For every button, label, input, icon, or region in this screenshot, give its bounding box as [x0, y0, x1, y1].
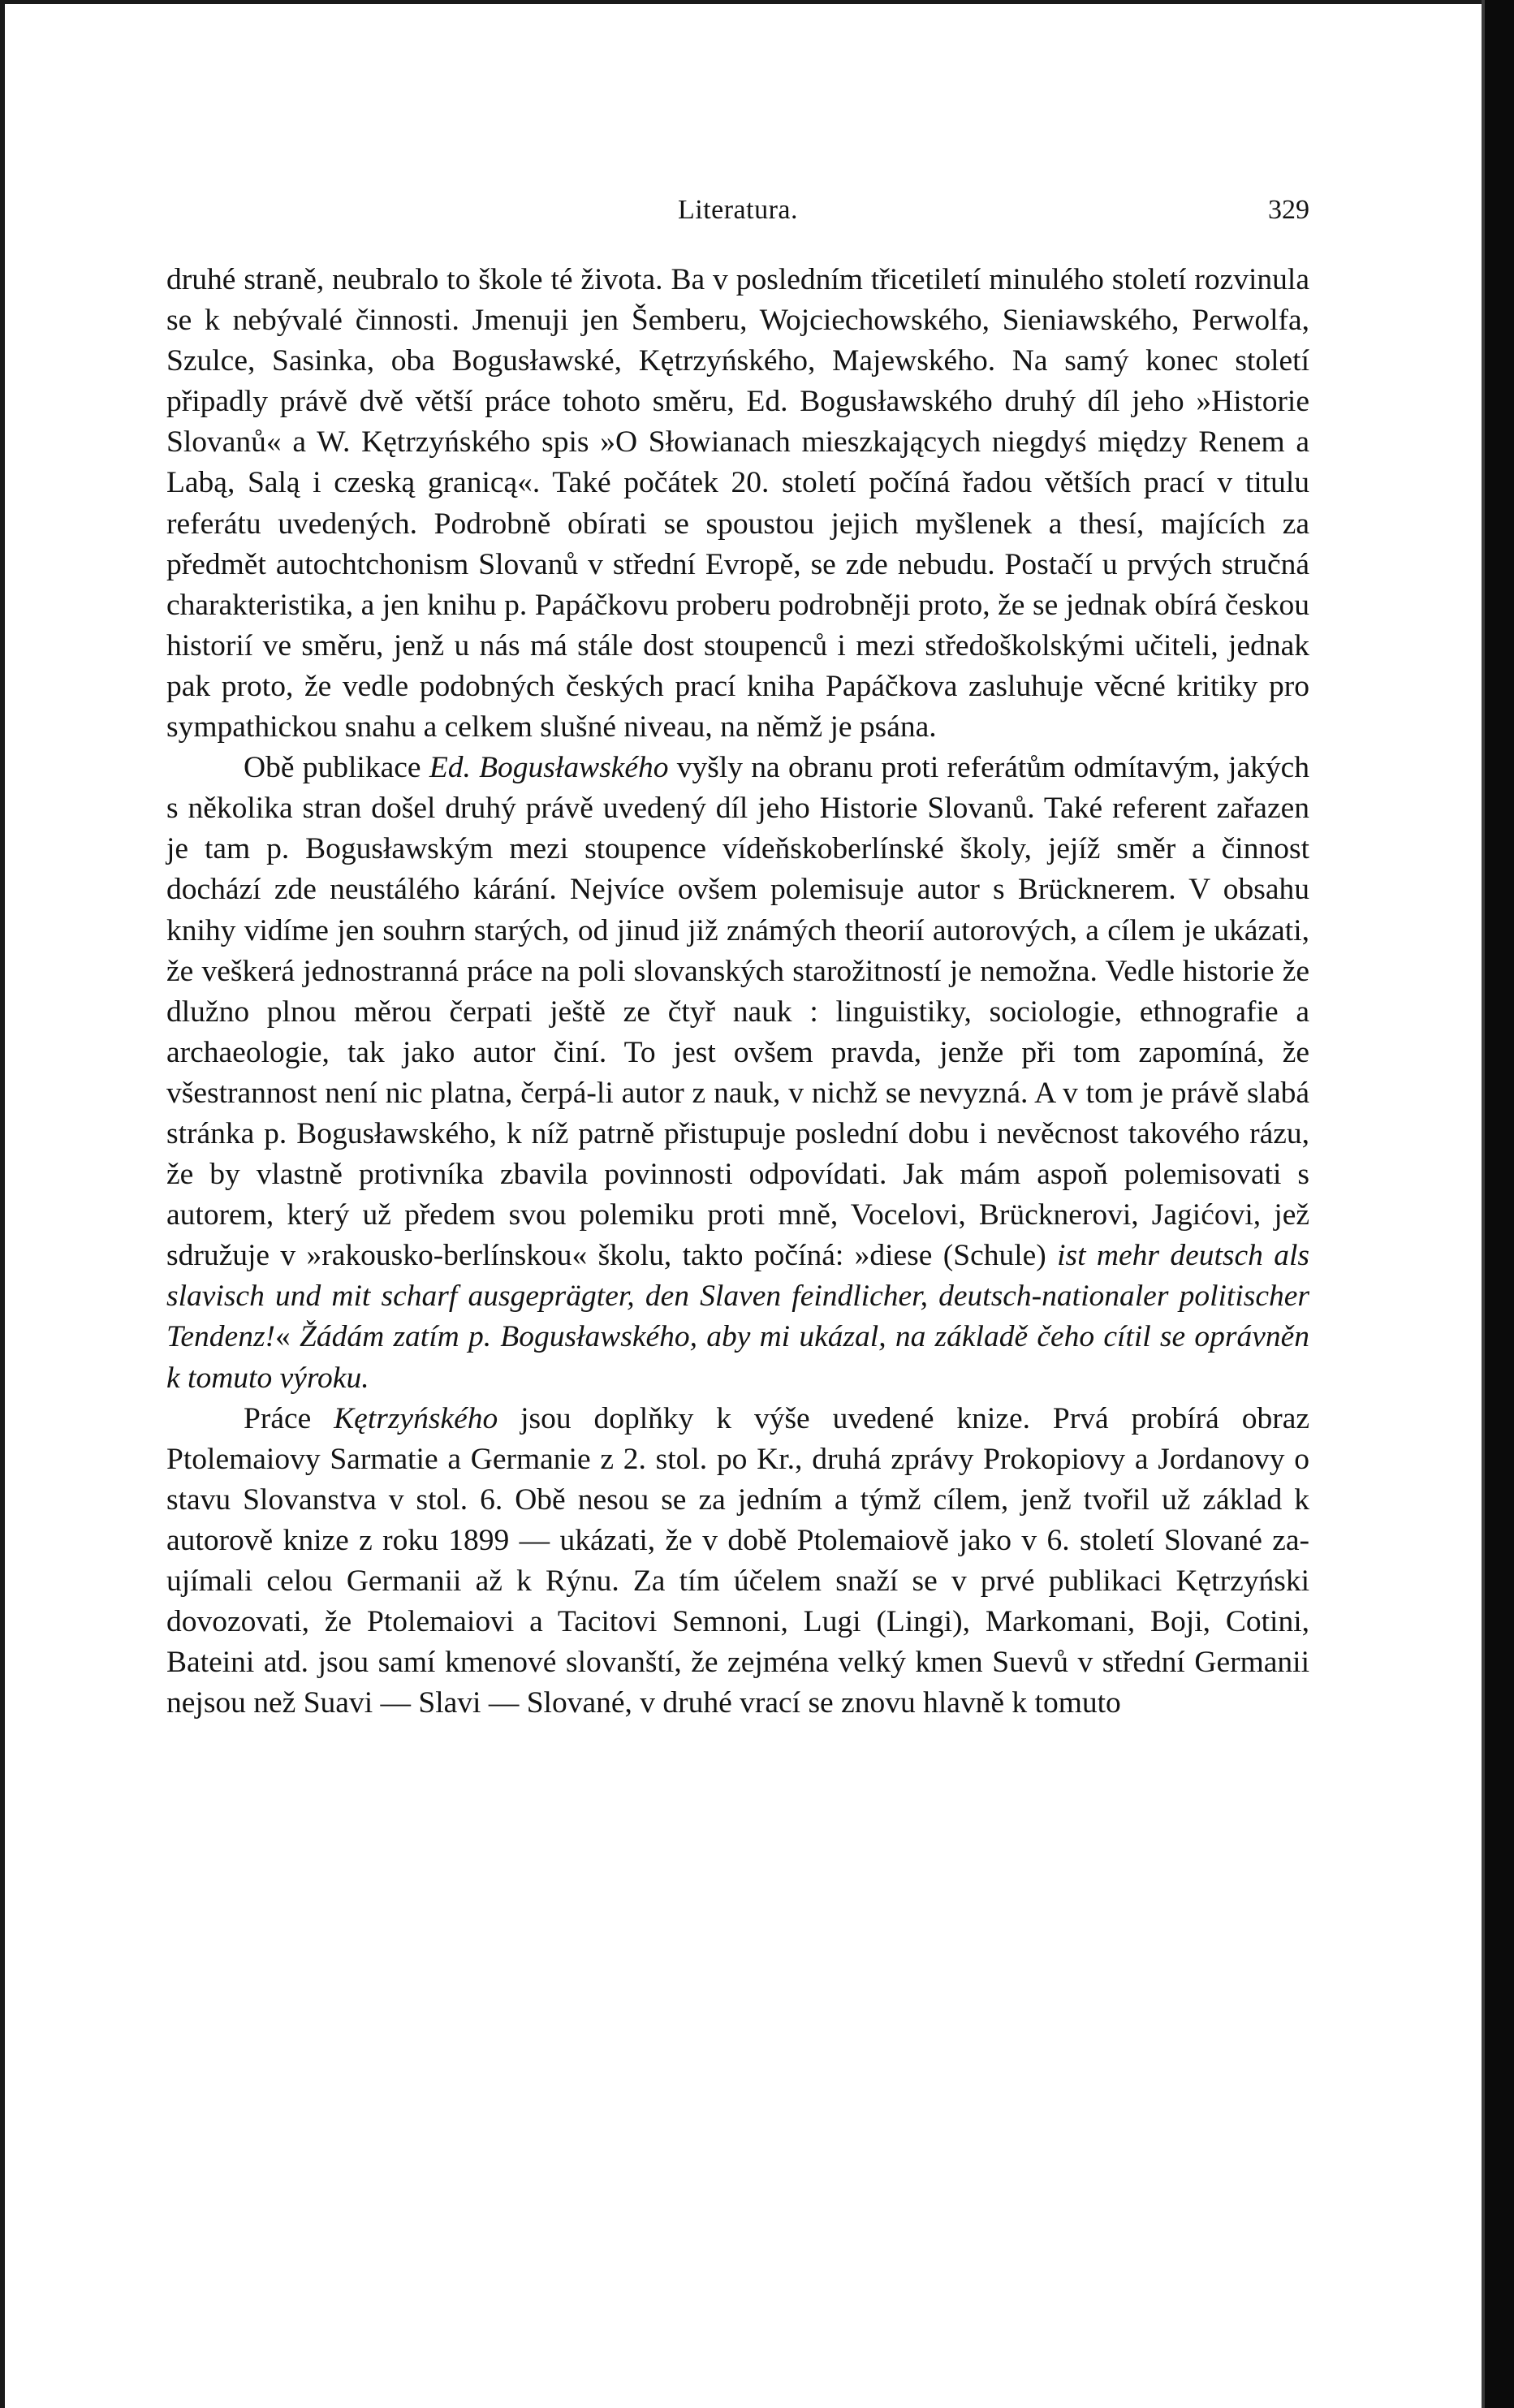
italic-text-run: Ed. Bogusławského [429, 751, 669, 785]
text-run: Práce [244, 1401, 334, 1435]
text-run: vyšly na obranu proti referátům odmítavým, jakých s několika stran došel druhý právě uvedený díl jeho Historie Slovanů. Také referent zařazen je tam p. Bogusławským mezi stoupence vídeňskoberlínské školy, jejíž směr a činnost dochází zde neustálého kárání. Nejvíce ovšem polemisuje autor s Brücknerem. V obsahu knihy vidíme jen souhrn starých, od jinud již známých theorií autorových, a cílem je ukázati, že veškerá jednostranná práce na poli slovanských starožitností je nemožna. Vedle historie že dlužno plnou měrou čerpati ještě ze čtyř nauk : linguistiky, sociologie, ethnografie a archaeologie, tak jako autor činí. To jest ovšem pravda, jenže při tom zapomíná, že všestrannost není nic platna, čerpá-li autor z nauk, v nichž se nevyzná. A v tom je právě slabá stránka p. Bogusławského, k níž patrně přistupuje poslední dobu i nevěcnost takového rázu, že by vlastně protivníka zbavila povinnosti odpovídati. Jak mám aspoň polemisovati s autorem, který už předem svou polemiku proti mně, Vocelovi, Brücknerovi, Jagićovi, jež sdružuje v »rakousko-berlínskou« školu, takto počíná: »diese (Schule) [166, 751, 1309, 1273]
page-number: 329 [1268, 195, 1309, 225]
italic-text-run: ist mehr deutsch als slavisch und mit scharf ausgeprägter, den Slaven feindlicher, deutsch-nationaler politischer Tendenz! [166, 1239, 1309, 1354]
scan-border-top [0, 0, 1514, 4]
text-run: Obě publikace [244, 751, 429, 785]
text-run: druhé straně, neubralo to škole té života. Ba v posledním třicetiletí minulého století rozvinula se k nebývalé činnosti. Jmenuji jen Šemberu, Wojciechowského, Sieniawského, Perwolfa, Szulce, Sasinka, oba Bogusławské, Kętrzyńského, Majewského. Na samý konec století připadly právě dvě větší práce tohoto směru, Ed. Bogusławského druhý díl jeho »Historie Slovanů« a W. Kętrzyńského spis »O Słowianach mieszkających niegdyś między Renem a Labą, Salą i czeską granicą«. Také počátek 20. století počíná řadou větších prací v titulu referátu uvedených. Podrobně obírati se spoustou jejich myšlenek a thesí, majících za předmět autochtchonism Slovanů v střední Evropě, se zde nebudu. Postačí u prvých stručná charakteristika, a jen knihu p. Papáčkovu proberu podrobněji proto, že se jednak obírá českou historií ve směru, jenž u nás má stále dost stoupenců i mezi středoškolskými učiteli, jednak pak proto, že vedle podobných českých prací kniha Papáčkova zasluhuje věcné kritiky pro sympathickou snahu a celkem slušné niveau, na němž je psána. [166, 263, 1309, 744]
italic-text-run: Kętrzyńského [334, 1401, 498, 1435]
text-run: « [275, 1320, 300, 1354]
running-title: Literatura. [677, 195, 799, 225]
body-text [166, 260, 1309, 1724]
paragraph-3 [166, 1399, 1309, 1724]
text-run: jsou doplňky k výše uvedené knize. Prvá probírá obraz Ptolemaiovy Sarmatie a Germanie z 2. stol. po Kr., druhá zprávy Prokopiovy a Jordanovy o stavu Slovanstva v stol. 6. Obě nesou se za jedním a týmž cílem, jenž tvořil už základ k autorově knize z roku 1899 — ukázati, že v době Ptolemaiově jako v 6. století Slované zaujímali celou Germanii až k Rýnu. Za tím účelem snaží se v prvé publikaci Kętrzyński dovozovati, že Ptolemaiovi a Tacitovi Semnoni, Lugi (Lingi), Markomani, Boji, Cotini, Bateini atd. jsou samí kmenové slovanští, že zejména velký kmen Suevů v střední Germanii nejsou než Suavi — Slavi — Slované, v druhé vrací se znovu hlavně k tomuto [166, 1401, 1309, 1720]
paragraph-1 [166, 260, 1309, 748]
book-page [166, 195, 1309, 1724]
italic-text-run: Žádám zatím p. Bogusławského, aby mi ukázal, na základě čeho cítil se oprávněn k tomuto výroku. [166, 1320, 1310, 1395]
paragraph-2 [166, 748, 1309, 1399]
scan-border-right [1485, 0, 1514, 2408]
running-head [166, 195, 1309, 235]
scan-border-left [0, 0, 5, 2408]
